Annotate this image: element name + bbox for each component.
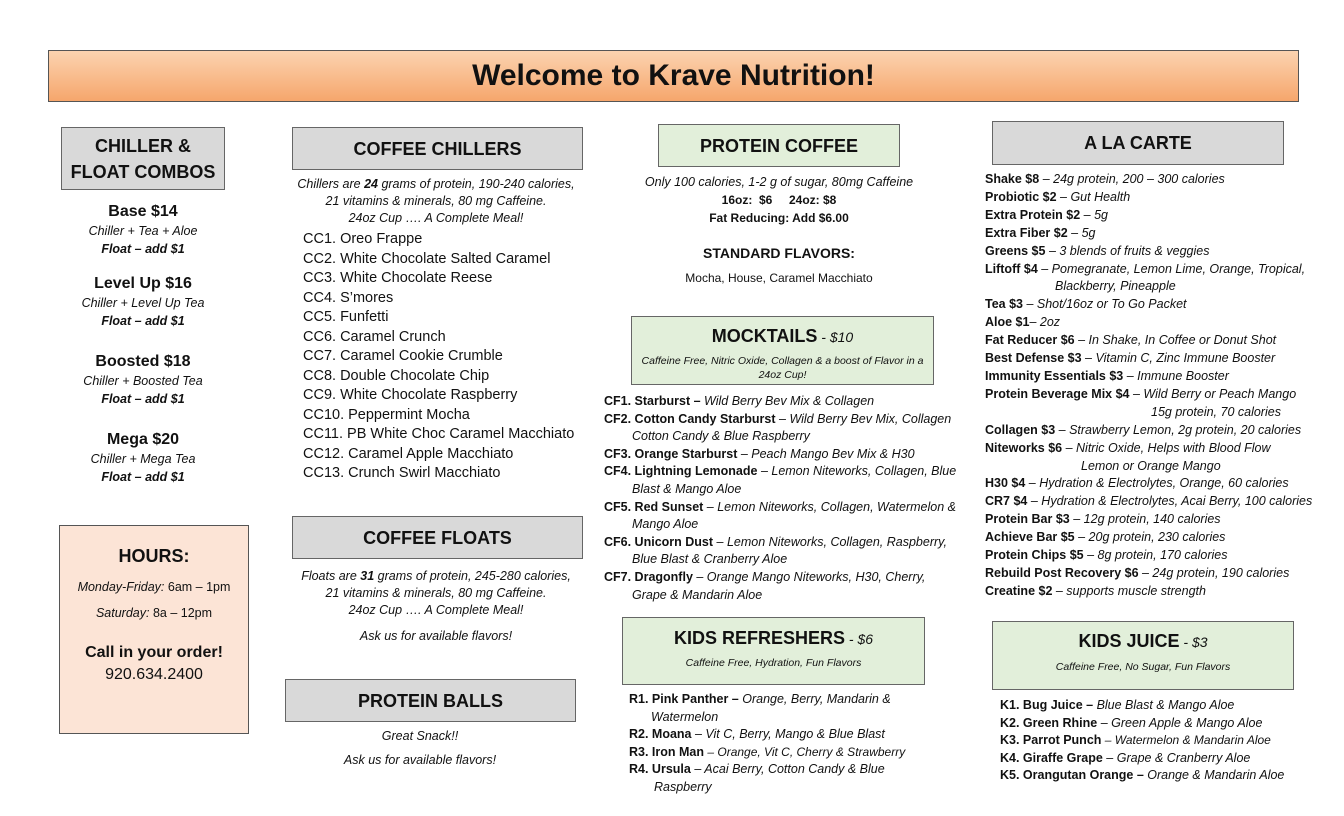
item-desc: – Shot/16oz or To Go Packet [1023,297,1187,312]
item-name: R1. Pink Panther – [629,692,739,706]
hours-saturday-label: Saturday: [95,606,150,620]
list-item [629,726,929,744]
item-name: Aloe $1 [985,315,1030,330]
item-name: R3. Iron Man [629,744,705,759]
item-name: Extra Protein $2 [985,207,1081,222]
list-item [985,547,1340,565]
item-desc: – Gut Health [1056,189,1131,204]
list-item: CC6. Caramel Crunch [303,328,446,345]
item-desc: – Wild Berry Bev Mix, Collagen [775,411,952,426]
item-name: Niteworks $6 [985,440,1063,455]
floats-desc-line3: 24oz Cup …. A Complete Meal! [348,603,524,617]
hours-box [59,525,249,734]
list-item [985,243,1340,261]
coffee-chillers-desc [282,176,590,227]
item-desc: – Peach Mango Bev Mix & H30 [737,446,915,461]
list-item [985,565,1340,583]
item-desc-cont: Grape & Mandarin Aloe [632,587,763,602]
list-item [1000,715,1335,733]
list-item: CC5. Funfetti [303,309,389,325]
item-name: H30 $4 [985,476,1026,491]
list-item: CC13. Crunch Swirl Macchiato [303,465,501,481]
item-desc: – Orange, Vit C, Cherry & Strawberry [704,744,906,759]
list-item [1000,732,1335,750]
protein-coffee-info: Only 100 calories, 1-2 g of sugar, 80mg Caffeine [644,175,914,189]
list-item [985,261,1340,279]
mocktails-title: MOCKTAILS [711,326,818,346]
kids-refreshers-list [629,691,929,797]
protein-coffee-desc [628,173,930,287]
kids-refreshers-title: KIDS REFRESHERS [673,628,845,648]
list-item [985,332,1340,350]
item-desc-cont: Cotton Candy & Blue Raspberry [632,429,810,444]
item-desc: – 24g protein, 200 – 300 calories [1039,172,1225,186]
list-item: CC11. PB White Choc Caramel Macchiato [303,426,575,442]
list-item: CC2. White Chocolate Salted Caramel [303,250,551,267]
item-desc: – Hydration & Electrolytes, Acai Berry, 100 calories [1027,494,1313,509]
list-item [985,368,1340,386]
kids-refreshers-box [622,617,925,685]
item-name: Tea $3 [985,297,1023,312]
combo-item [48,202,238,258]
item-desc: – Orange Mango Niteworks, H30, Cherry, [692,569,926,584]
floats-protein: 31 [360,569,375,583]
coffee-floats-heading: COFFEE FLOATS [292,516,583,559]
item-desc: – Vit C, Berry, Mango & Blue Blast [691,727,885,742]
list-item [1000,767,1335,785]
combo-float: Float – add $1 [101,392,185,406]
item-name: Greens $5 [985,243,1046,258]
item-name: Best Defense $3 [985,351,1082,366]
kids-juice-box [992,621,1294,690]
list-item [1000,697,1335,715]
combo-item [48,430,238,486]
chillers-desc-line3: 24oz Cup …. A Complete Meal! [348,211,524,225]
item-name: Protein Bar $3 [985,512,1070,527]
item-name: Immunity Essentials $3 [985,368,1124,383]
hours-weekday-time: 6am – 1pm [164,580,231,594]
coffee-chillers-heading: COFFEE CHILLERS [292,127,583,170]
item-desc: – 24g protein, 190 calories [1138,565,1290,580]
list-item [985,529,1340,547]
list-item [985,350,1340,368]
phone-number: 920.634.2400 [105,666,203,683]
combo-name: Level Up $16 [94,275,192,292]
mocktails-heading [632,325,933,348]
kids-juice-list [1000,697,1335,785]
item-desc: – Green Apple & Mango Aloe [1097,715,1263,730]
a-la-carte-list [985,171,1340,601]
item-name: K4. Giraffe Grape [1000,750,1103,765]
item-name: Fat Reducer $6 [985,333,1075,348]
mocktails-list [604,393,969,604]
item-desc-cont: Blast & Mango Aloe [632,481,742,496]
hours-weekday-label: Monday-Friday: [77,580,165,594]
combo-item [48,274,238,330]
mocktails-price: - $10 [817,329,854,345]
item-name: Achieve Bar $5 [985,530,1075,545]
item-name: Probiotic $2 [985,189,1057,204]
list-item [985,440,1340,458]
list-item [604,463,969,481]
kids-juice-title: KIDS JUICE [1078,631,1180,651]
item-desc: – Acai Berry, Cotton Candy & Blue [690,762,885,777]
item-desc: Orange & Mandarin Aloe [1143,768,1285,783]
protein-coffee-sizes: 16oz: $6 24oz: $8 [721,193,837,207]
kids-refreshers-price: - $6 [845,631,874,647]
standard-flavors-heading: STANDARD FLAVORS: [703,245,855,261]
item-name: CR7 $4 [985,494,1028,509]
hours-weekday [60,578,248,596]
item-name: Shake $8 [985,172,1040,186]
a-la-carte-heading: A LA CARTE [992,121,1284,165]
combo-desc: Chiller + Tea + Aloe [88,224,198,238]
combo-item [48,352,238,408]
combos-heading-line2: FLOAT COMBOS [70,161,216,182]
item-name: R4. Ursula [629,762,691,777]
item-desc: Wild Berry Bev Mix & Collagen [700,394,875,408]
item-desc: – Nitric Oxide, Helps with Blood Flow [1062,440,1271,455]
list-item [985,583,1340,601]
item-name: CF6. Unicorn Dust [604,534,714,549]
list-item: CC7. Caramel Cookie Crumble [303,348,503,364]
item-name: Liftoff $4 [985,261,1038,276]
combo-name: Mega $20 [106,431,180,448]
item-desc-cont: 15g protein, 70 calories [1151,404,1281,419]
item-desc: – Vitamin C, Zinc Immune Booster [1081,351,1276,366]
list-item [985,189,1340,207]
list-item: CC9. White Chocolate Raspberry [303,387,518,403]
item-name: Rebuild Post Recovery $6 [985,565,1139,580]
combo-float: Float – add $1 [101,314,185,328]
kids-refreshers-heading [623,627,924,650]
list-item [985,422,1340,440]
protein-balls-line1: Great Snack!! [381,729,459,743]
list-item [985,493,1340,511]
item-desc-cont: Blue Blast & Cranberry Aloe [632,552,788,567]
list-item [985,225,1340,243]
item-name: CF2. Cotton Candy Starburst [604,411,776,426]
list-item: CC10. Peppermint Mocha [303,406,470,423]
item-desc-cont: Raspberry [654,779,712,794]
item-name: CF5. Red Sunset [604,499,704,514]
item-desc: – 2oz [1029,315,1061,330]
protein-balls-heading: PROTEIN BALLS [285,679,576,722]
coffee-floats-desc [282,568,590,645]
protein-balls-line2: Ask us for available flavors! [343,753,497,767]
list-item [604,569,969,587]
kids-juice-sub: Caffeine Free, No Sugar, Fun Flavors [1055,661,1231,673]
item-name: Extra Fiber $2 [985,225,1068,240]
list-item [985,314,1340,332]
mocktails-sub: Caffeine Free, Nitric Oxide, Collagen & a boost of Flavor in a 24oz Cup! [641,355,924,381]
item-name: CF1. Starburst – [604,394,701,408]
item-name: Collagen $3 [985,422,1056,437]
kids-juice-price: - $3 [1179,634,1208,650]
item-desc: – supports muscle strength [1052,583,1206,598]
list-item [629,761,929,779]
list-item [629,691,929,709]
floats-note: Ask us for available flavors! [359,629,513,643]
list-item: CC3. White Chocolate Reese [303,270,493,286]
combo-desc: Chiller + Boosted Tea [83,374,203,388]
combos-heading [61,127,225,190]
list-item [985,386,1340,404]
list-item [985,475,1340,493]
item-name: K1. Bug Juice – [1000,698,1094,712]
item-name: R2. Moana [629,727,692,742]
list-item [604,534,969,552]
combo-desc: Chiller + Mega Tea [90,452,196,466]
list-item [985,296,1340,314]
protein-balls-desc [285,728,555,769]
item-desc: – Strawberry Lemon, 2g protein, 20 calories [1055,422,1302,437]
call-in-text: Call in your order! [85,644,223,661]
combo-name: Base $14 [108,203,178,220]
page-title: Welcome to Krave Nutrition! [48,50,1299,102]
item-desc: – Watermelon & Mandarin Aloe [1101,733,1271,748]
floats-desc-pre: Floats are [301,569,361,583]
list-item: CC8. Double Chocolate Chip [303,367,490,384]
mocktails-box [631,316,934,385]
combo-name: Boosted $18 [95,353,191,370]
item-desc: – 5g [1080,207,1108,222]
item-desc: – 3 blends of fruits & veggies [1045,243,1210,258]
item-desc: – Wild Berry or Peach Mango [1129,386,1297,401]
item-name: K5. Orangutan Orange – [1000,768,1144,783]
item-desc: – Immune Booster [1123,368,1229,383]
item-desc: – Lemon Niteworks, Collagen, Blue [757,464,957,479]
item-desc: – 20g protein, 230 calories [1074,530,1226,545]
list-item: CC12. Caramel Apple Macchiato [303,445,514,462]
item-desc-cont: Watermelon [651,709,719,724]
hours-saturday-time: 8a – 12pm [149,606,213,620]
chillers-desc-line2: 21 vitamins & minerals, 80 mg Caffeine. [325,194,547,208]
list-item [629,744,929,762]
list-item [604,393,969,411]
item-desc: – 5g [1067,225,1096,240]
combos-list [48,202,238,486]
item-name: K3. Parrot Punch [1000,733,1102,748]
list-item [604,499,969,517]
list-item [985,207,1340,225]
protein-coffee-fat: Fat Reducing: Add $6.00 [709,211,849,225]
list-item [985,511,1340,529]
list-item: CC4. S’mores [303,289,394,306]
item-name: CF3. Orange Starburst [604,446,738,461]
coffee-chillers-list [303,230,593,484]
item-name: CF4. Lightning Lemonade [604,464,758,479]
list-item: CC1. Oreo Frappe [303,231,423,247]
kids-juice-heading [993,630,1293,653]
item-name: CF7. Dragonfly [604,569,693,584]
protein-coffee-heading: PROTEIN COFFEE [658,124,900,167]
item-desc-cont: Lemon or Orange Mango [1081,458,1221,473]
combo-float: Float – add $1 [101,242,185,256]
item-desc-cont: Mango Aloe [632,517,699,532]
item-name: Creatine $2 [985,583,1053,598]
chillers-desc-post: grams of protein, 190-240 calories, [377,177,575,191]
list-item [985,171,1340,189]
item-desc: Blue Blast & Mango Aloe [1093,698,1235,712]
combos-heading-line1: CHILLER & [95,135,191,156]
kids-refreshers-sub: Caffeine Free, Hydration, Fun Flavors [685,657,862,669]
item-name: Protein Beverage Mix $4 [985,386,1130,401]
chillers-desc-pre: Chillers are [297,177,365,191]
list-item [604,411,969,429]
item-desc: – 12g protein, 140 calories [1069,512,1221,527]
combo-desc: Chiller + Level Up Tea [81,296,205,310]
item-name: K2. Green Rhine [1000,715,1098,730]
item-desc: – Hydration & Electrolytes, Orange, 60 calories [1025,476,1289,491]
chillers-protein: 24 [364,177,378,191]
standard-flavors-list: Mocha, House, Caramel Macchiato [685,271,873,285]
item-desc: Orange, Berry, Mandarin & [738,692,891,706]
item-desc: – Pomegranate, Lemon Lime, Orange, Tropical, [1037,261,1306,276]
combo-float: Float – add $1 [101,470,185,484]
item-name: Protein Chips $5 [985,548,1084,563]
hours-heading: HOURS: [118,546,190,566]
item-desc-cont: Blackberry, Pineapple [1055,279,1176,294]
floats-desc-post: grams of protein, 245-280 calories, [374,569,571,583]
item-desc: – Lemon Niteworks, Collagen, Watermelon & [703,499,956,514]
item-desc: – Grape & Cranberry Aloe [1102,750,1251,765]
item-desc: – 8g protein, 170 calories [1083,548,1228,563]
list-item [1000,750,1335,768]
item-desc: – In Shake, In Coffee or Donut Shot [1074,333,1277,348]
item-desc: – Lemon Niteworks, Collagen, Raspberry, [713,534,947,549]
hours-saturday [60,604,248,622]
list-item [604,446,969,464]
floats-desc-line2: 21 vitamins & minerals, 80 mg Caffeine. [325,586,547,600]
